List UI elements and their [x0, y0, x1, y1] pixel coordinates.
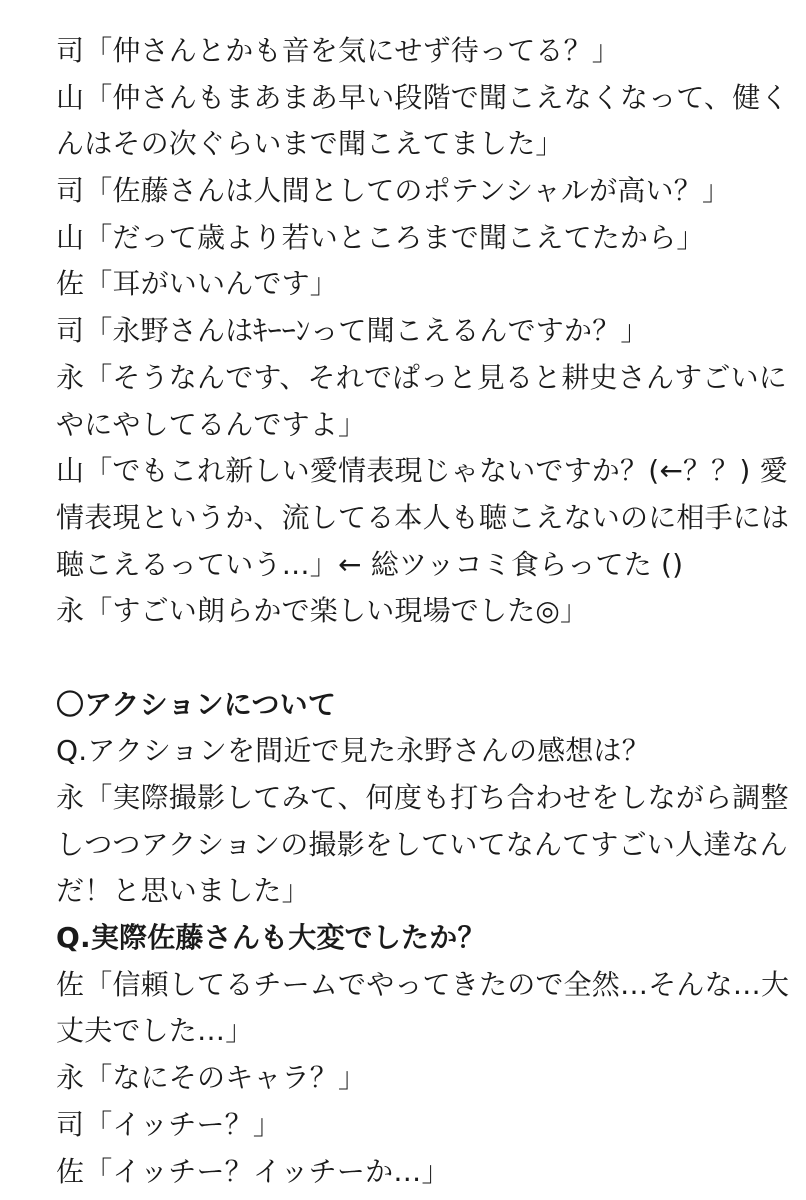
question-line: Q.実際佐藤さんも大変でしたか？: [56, 921, 486, 955]
text-line: 司「イッチー？」: [56, 1107, 282, 1141]
text-line: 山「でもこれ新しい愛情表現じゃないですか？(←？？) 愛: [56, 454, 788, 488]
text-line: 情表現というか、流してる本人も聴こえないのに相手には: [56, 500, 790, 534]
text-line: 聴こえるっていう…」← 総ツッコミ食らってた (): [56, 547, 684, 581]
text-line: やにやしてるんですよ」: [56, 407, 367, 441]
text-line: 佐「イッチー？イッチーか…」: [56, 1154, 450, 1188]
paragraph-gap: [56, 635, 776, 682]
text-line: だ！と思いました」: [56, 874, 310, 908]
transcript-text: [56, 28, 790, 1195]
text-line: 丈夫でした…」: [56, 1014, 254, 1048]
section-heading: 〇アクションについて: [56, 687, 337, 721]
text-line: 山「仲さんもまあまあ早い段階で聞こえなくなって、健く: [56, 80, 789, 114]
text-line: 永「すごい朗らかで楽しい現場でした◎」: [56, 594, 589, 628]
text-line: 佐「耳がいいんです」: [56, 267, 339, 301]
text-line: 司「仲さんとかも音を気にせず待ってる？」: [56, 34, 621, 67]
text-line: 佐「信頼してるチームでやってきたので全然…そんな…大: [56, 967, 790, 1001]
text-line: しつつアクションの撮影をしていてなんてすごい人達なん: [56, 827, 788, 861]
text-line: んはその次ぐらいまで聞こえてました」: [56, 127, 564, 161]
text-line: 司「佐藤さんは人間としてのポテンシャルが高い？」: [56, 174, 731, 208]
text-line: 永「なにそのキャラ？」: [56, 1061, 367, 1095]
question-line: Q.アクションを間近で見た永野さんの感想は？: [56, 734, 650, 768]
cropped-top-line: [56, 0, 280, 12]
text-line: 山「だって歳より若いところまで聞こえてたから」: [56, 220, 705, 254]
text-line: 永「そうなんです、それでぱっと見ると耕史さんすごいに: [56, 360, 787, 394]
text-line: 司「永野さんはｷｰｰﾝって聞こえるんですか？」: [56, 314, 649, 348]
text-line: 永「実際撮影してみて、何度も打ち合わせをしながら調整: [56, 781, 789, 814]
